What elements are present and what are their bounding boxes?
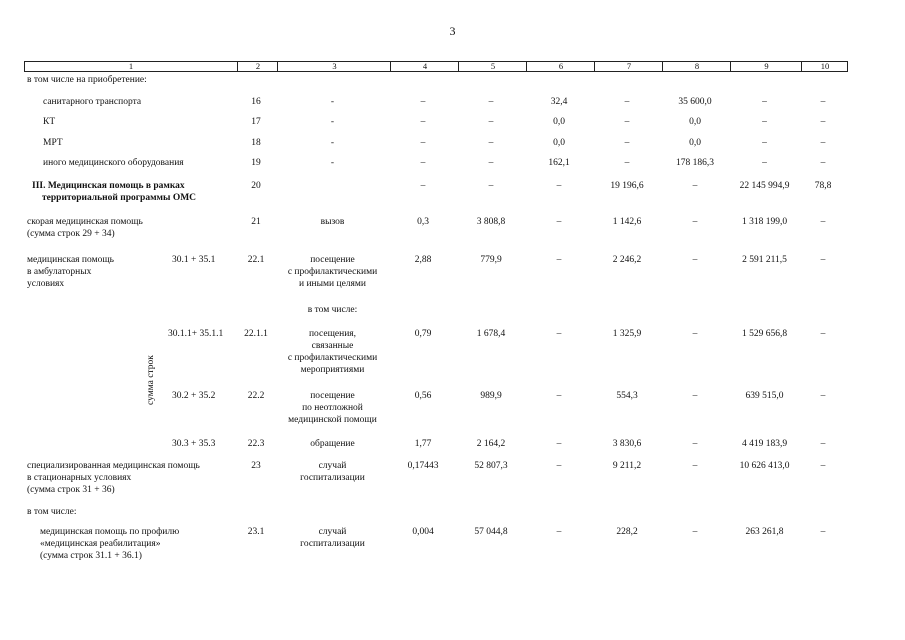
cell-9: 263 261,8: [745, 527, 784, 537]
cell-8: 178 186,3: [676, 158, 714, 168]
cell-7: 2 246,2: [612, 255, 642, 265]
cell-10: –: [820, 158, 826, 168]
row-name-line-2: в стационарных условиях: [27, 473, 132, 483]
cell-4: 0,3: [417, 217, 429, 227]
cell-7: 554,3: [616, 391, 638, 401]
cell-10: –: [820, 527, 826, 537]
header-cell-6: 6: [526, 62, 595, 71]
cell-6: –: [556, 255, 562, 265]
cell-6: –: [556, 391, 562, 401]
table-header-row: [24, 61, 848, 72]
cell-9: –: [762, 117, 767, 127]
cell-6: –: [556, 461, 562, 471]
page-number: 3: [449, 24, 456, 38]
cell-7: –: [624, 97, 630, 107]
cell-10: –: [820, 391, 826, 401]
cell-7: –: [624, 117, 630, 127]
row-name-line-1: медицинская помощь: [27, 255, 114, 265]
cell-6: 0,0: [553, 138, 565, 148]
cell-6: 0,0: [553, 117, 565, 127]
row-name-line-1: скорая медицинская помощь: [27, 217, 143, 227]
row-name-line-1: медицинская помощь по профилю: [40, 527, 180, 537]
cell-9: –: [762, 158, 767, 168]
cell-10: –: [820, 329, 826, 339]
unit-line-1: случай: [318, 461, 347, 471]
cell-4: 0,79: [414, 329, 432, 339]
row-number: 22.1: [247, 255, 265, 265]
unit-line-2: связанные: [311, 341, 354, 351]
row-number: 21: [251, 217, 261, 227]
cell-4: –: [420, 138, 426, 148]
cell-8: –: [692, 255, 698, 265]
cell-4: 0,004: [412, 527, 434, 537]
cell-7: 1 142,6: [612, 217, 642, 227]
cell-4: –: [420, 158, 426, 168]
row-name-line-1: специализированная медицинская помощь: [27, 461, 200, 471]
cell-6: 162,1: [548, 158, 570, 168]
cell-4: –: [420, 117, 426, 127]
formula-cell: 30.1.1+ 35.1.1: [168, 329, 224, 339]
row-name: иного медицинского оборудования: [43, 158, 184, 168]
unit-line-2: госпитализации: [300, 473, 365, 483]
unit-line-2: с профилактическими: [287, 267, 378, 277]
cell-5: –: [488, 158, 494, 168]
unit-line-1: посещение: [310, 255, 355, 265]
row-name: МРТ: [43, 138, 63, 148]
cell-9: 4 419 183,9: [741, 439, 788, 449]
cell-4: 0,17443: [407, 461, 439, 471]
row-name-line-1: III. Медицинская помощь в рамках: [32, 181, 185, 191]
row-number: 22.1.1: [244, 329, 268, 339]
cell-8: –: [692, 461, 698, 471]
cell-10: –: [820, 217, 826, 227]
cell-5: 57 044,8: [474, 527, 508, 537]
sum-of-rows-label: сумма строк: [146, 355, 156, 405]
formula-cell: 30.1 + 35.1: [172, 255, 216, 265]
unit-line-3: и иными целями: [299, 279, 366, 289]
header-cell-3: 3: [277, 62, 391, 71]
header-cell-9: 9: [730, 62, 802, 71]
cell-7: 3 830,6: [612, 439, 642, 449]
header-cell-10: 10: [801, 62, 848, 71]
cell-8: –: [692, 527, 698, 537]
row-number: 17: [251, 117, 261, 127]
unit-line-2: по неотложной: [302, 403, 363, 413]
cell-5: 2 164,2: [476, 439, 506, 449]
cell-10: 78,8: [814, 181, 832, 191]
cell-9: 1 529 656,8: [741, 329, 788, 339]
header-cell-4: 4: [390, 62, 459, 71]
row-number: 18: [251, 138, 261, 148]
cell-9: –: [762, 97, 767, 107]
cell-5: 989,9: [480, 391, 502, 401]
row-name-line-2: «медицинская реабилитация»: [40, 539, 161, 549]
cell-5: –: [488, 181, 494, 191]
cell-6: –: [556, 329, 562, 339]
header-cell-7: 7: [594, 62, 663, 71]
unit-line-1: посещение: [310, 391, 355, 401]
formula-cell: 30.3 + 35.3: [172, 439, 216, 449]
unit-cell: -: [330, 158, 335, 168]
unit-line-1: посещения,: [308, 329, 357, 339]
row-number: 20: [251, 181, 261, 191]
row-name: санитарного транспорта: [43, 97, 142, 107]
cell-7: 228,2: [616, 527, 638, 537]
unit-cell: -: [330, 138, 335, 148]
row-number: 16: [251, 97, 261, 107]
cell-8: –: [692, 329, 698, 339]
unit-cell: -: [330, 117, 335, 127]
in-that-number-label: в том числе:: [307, 305, 358, 315]
cell-4: –: [420, 97, 426, 107]
cell-5: –: [488, 97, 494, 107]
cell-10: –: [820, 255, 826, 265]
row-number: 23: [251, 461, 261, 471]
cell-6: –: [556, 181, 562, 191]
unit-line-2: госпитализации: [300, 539, 365, 549]
cell-6: –: [556, 439, 562, 449]
cell-4: –: [420, 181, 426, 191]
in-that-number-label-2: в том числе:: [27, 507, 77, 517]
row-name-line-3: условиях: [27, 279, 65, 289]
cell-5: –: [488, 117, 494, 127]
cell-10: –: [820, 97, 826, 107]
row-name-line-2: в амбулаторных: [27, 267, 92, 277]
header-cell-2: 2: [237, 62, 278, 71]
cell-6: 32,4: [550, 97, 568, 107]
cell-10: –: [820, 138, 826, 148]
cell-8: –: [692, 217, 698, 227]
header-cell-8: 8: [662, 62, 731, 71]
row-number: 22.3: [247, 439, 265, 449]
cell-9: 1 318 199,0: [741, 217, 788, 227]
cell-8: 0,0: [689, 117, 701, 127]
cell-6: –: [556, 217, 562, 227]
cell-9: 22 145 994,9: [739, 181, 790, 191]
cell-7: 9 211,2: [612, 461, 642, 471]
cell-9: –: [762, 138, 767, 148]
cell-4: 0,56: [414, 391, 432, 401]
formula-cell: 30.2 + 35.2: [172, 391, 216, 401]
row-number: 23.1: [247, 527, 265, 537]
cell-8: 0,0: [689, 138, 701, 148]
cell-7: 1 325,9: [612, 329, 642, 339]
cell-8: 35 600,0: [678, 97, 712, 107]
cell-9: 639 515,0: [745, 391, 784, 401]
row-name-line-3: (сумма строк 31 + 36): [27, 485, 115, 495]
cell-5: 52 807,3: [474, 461, 508, 471]
unit-cell: вызов: [320, 217, 345, 227]
unit-line-1: случай: [318, 527, 347, 537]
unit-line-3: с профилактическими: [287, 353, 378, 363]
row-number: 22.2: [247, 391, 265, 401]
unit-line-4: мероприятиями: [300, 365, 365, 375]
cell-10: –: [820, 117, 826, 127]
cell-8: –: [692, 181, 698, 191]
unit-cell: -: [330, 97, 335, 107]
row-name-line-3: (сумма строк 31.1 + 36.1): [40, 551, 142, 561]
section-label: в том числе на приобретение:: [27, 75, 147, 85]
cell-8: –: [692, 391, 698, 401]
cell-5: 779,9: [480, 255, 502, 265]
cell-5: 3 808,8: [476, 217, 506, 227]
cell-7: –: [624, 138, 630, 148]
cell-9: 10 626 413,0: [739, 461, 790, 471]
cell-4: 2,88: [414, 255, 432, 265]
cell-7: –: [624, 158, 630, 168]
unit-line-3: медицинской помощи: [288, 415, 377, 425]
cell-9: 2 591 211,5: [742, 255, 787, 265]
header-cell-1: 1: [128, 61, 134, 71]
cell-5: 1 678,4: [476, 329, 506, 339]
cell-8: –: [692, 439, 698, 449]
cell-10: –: [820, 461, 826, 471]
cell-7: 19 196,6: [610, 181, 644, 191]
row-name: КТ: [43, 117, 56, 127]
cell-5: –: [488, 138, 494, 148]
cell-6: –: [556, 527, 562, 537]
cell-10: –: [820, 439, 826, 449]
cell-4: 1,77: [414, 439, 432, 449]
row-name-line-2: территориальной программы ОМС: [42, 193, 197, 203]
unit-cell: обращение: [310, 439, 355, 449]
header-cell-5: 5: [458, 62, 527, 71]
row-name-line-2: (сумма строк 29 + 34): [27, 229, 115, 239]
row-number: 19: [251, 158, 261, 168]
